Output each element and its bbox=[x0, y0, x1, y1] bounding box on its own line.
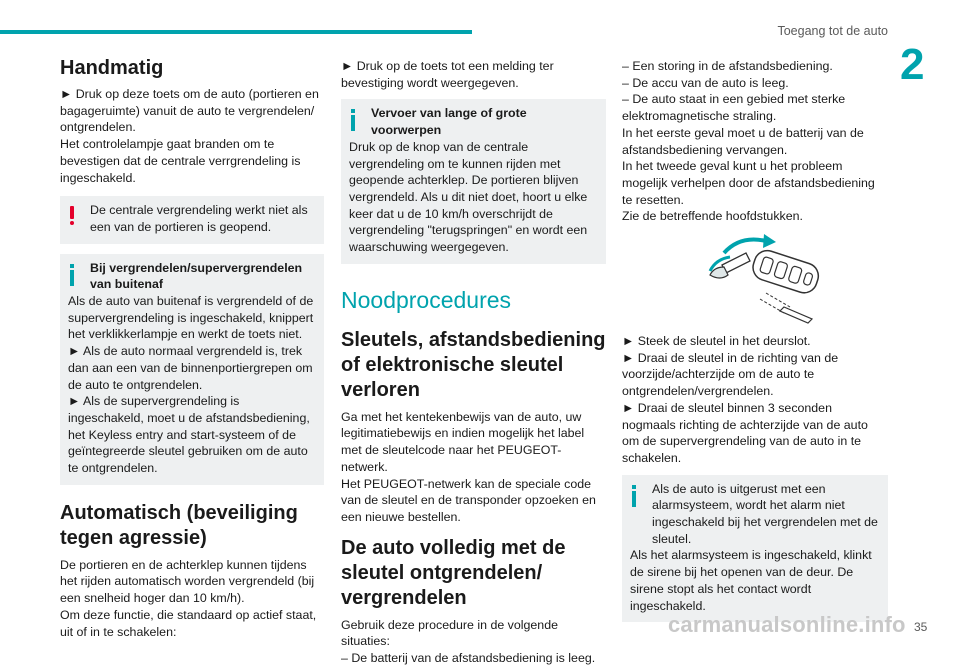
list-item: – Een storing in de afstandsbediening. bbox=[622, 59, 833, 73]
step: ► Draai de sleutel binnen 3 seconden nogmaals richting de achterzijde van de auto om de supervergrendeling van de auto in te schakelen. bbox=[622, 400, 868, 465]
column-3 bbox=[622, 58, 888, 622]
info-box bbox=[341, 99, 606, 263]
step: ► Draai de sleutel in de richting van de voorzijde/achterzijde om de auto te ontgrendelen/vergrendelen. bbox=[622, 350, 839, 399]
watermark: carmanualsonline.info bbox=[668, 612, 906, 637]
list-item: – De accu van de auto is leeg. bbox=[622, 75, 789, 90]
header-accent-bar bbox=[0, 30, 472, 34]
info-box bbox=[622, 475, 888, 623]
paragraph: ► Druk op de toets tot een melding ter bevestiging wordt weergegeven. bbox=[341, 59, 554, 90]
info-paragraph: ► Als de supervergrendeling is ingeschakeld, moet u de afstandsbediening, het Keyless entry and start-systeem of de geïntegreerde sleutel gebruiken om de auto te ontgrendelen. bbox=[68, 394, 310, 476]
paragraph: In het eerste geval moet u de batterij van de afstandsbediening vervangen. bbox=[622, 125, 864, 157]
heading-automatic: Automatisch (beveiliging tegen agressie) bbox=[60, 501, 298, 549]
heading-unlock-key: De auto volledig met de sleutel ontgrendelen/ vergrendelen bbox=[341, 536, 566, 609]
paragraph: Het PEUGEOT-netwerk kan de speciale code van de sleutel en de transponder opzoeken en een nieuwe bestellen. bbox=[341, 476, 596, 524]
heading-manual: Handmatig bbox=[60, 57, 164, 79]
info-icon bbox=[69, 264, 75, 286]
column-1 bbox=[60, 56, 324, 640]
paragraph: Gebruik deze procedure in de volgende situaties: bbox=[341, 617, 558, 649]
paragraph: Zie de betreffende hoofdstukken. bbox=[622, 209, 803, 224]
info-icon bbox=[631, 485, 637, 507]
paragraph: – De batterij van de afstandsbediening is leeg. bbox=[341, 651, 596, 666]
warning-icon bbox=[69, 206, 75, 224]
heading-emergency: Noodprocedures bbox=[341, 286, 512, 313]
list-item: – De auto staat in een gebied met sterke elektromagnetische straling. bbox=[622, 92, 846, 124]
heading-lost-keys: Sleutels, afstandsbediening of elektronische sleutel verloren bbox=[341, 328, 606, 401]
info-icon bbox=[350, 109, 356, 131]
step: ► Steek de sleutel in het deurslot. bbox=[622, 334, 811, 349]
info-paragraph: Als het alarmsysteem is ingeschakeld, klinkt de sirene bij het openen van de deur. De sirene stopt als het contact wordt ingeschakeld. bbox=[630, 548, 872, 613]
column-2 bbox=[341, 58, 606, 667]
chapter-number: 2 bbox=[900, 40, 925, 89]
info-box bbox=[60, 254, 324, 485]
key-remote-illustration bbox=[680, 231, 830, 323]
info-paragraph: ► Als de auto normaal vergrendeld is, trek dan aan een van de binnenportiergrepen om de auto te ontgrendelen. bbox=[68, 344, 313, 392]
info-box-title: Bij vergrendelen/supervergrendelen van buitenaf bbox=[90, 260, 303, 292]
info-paragraph: Druk op de knop van de centrale vergrendeling om te kunnen rijden met geopende achterklep. De portieren blijven vergrendeld. Als u dit niet doet, hoort u elke keer dat u de 10 km/h overschrijdt de vergrendeling "terugspringen" en wordt een waarschuwing weergegeven. bbox=[349, 139, 588, 255]
info-paragraph: Als de auto van buitenaf is vergrendeld of de supervergrendeling is ingeschakeld, knippert het verklikkerlampje en werkt de toets niet. bbox=[68, 294, 314, 342]
section-title: Toegang tot de auto bbox=[777, 24, 888, 38]
info-paragraph: Als de auto is uitgerust met een alarmsysteem, wordt het alarm niet ingeschakeld bij het vergrendelen met de sleutel. bbox=[652, 481, 878, 546]
warning-box bbox=[60, 196, 324, 243]
paragraph: Het controlelampje gaat branden om te bevestigen dat de centrale verrgrendeling is ingeschakeld. bbox=[60, 137, 301, 185]
info-box-title: Vervoer van lange of grote voorwerpen bbox=[371, 106, 527, 138]
paragraph: In het tweede geval kunt u het probleem mogelijk verhelpen door de afstandsbediening te resetten. bbox=[622, 159, 875, 207]
warning-text: De centrale vergrendeling werkt niet als een van de portieren is geopend. bbox=[90, 203, 308, 234]
paragraph: De portieren en de achterklep kunnen tijdens het rijden automatisch worden vergrendeld (bij een snelheid hoger dan 10 km/h). bbox=[60, 557, 315, 606]
paragraph: ► Druk op deze toets om de auto (portieren en bagageruimte) vanuit de auto te vergrendelen/ ontgrendelen. bbox=[60, 87, 319, 135]
paragraph: Om deze functie, die standaard op actief staat, uit of in te schakelen: bbox=[60, 607, 317, 639]
paragraph: Ga met het kentekenbewijs van de auto, uw legitimatiebewijs en indien mogelijk het label met de sleutelcode naar het PEUGEOT-netwerk. bbox=[341, 409, 585, 474]
page-number: 35 bbox=[914, 620, 928, 634]
